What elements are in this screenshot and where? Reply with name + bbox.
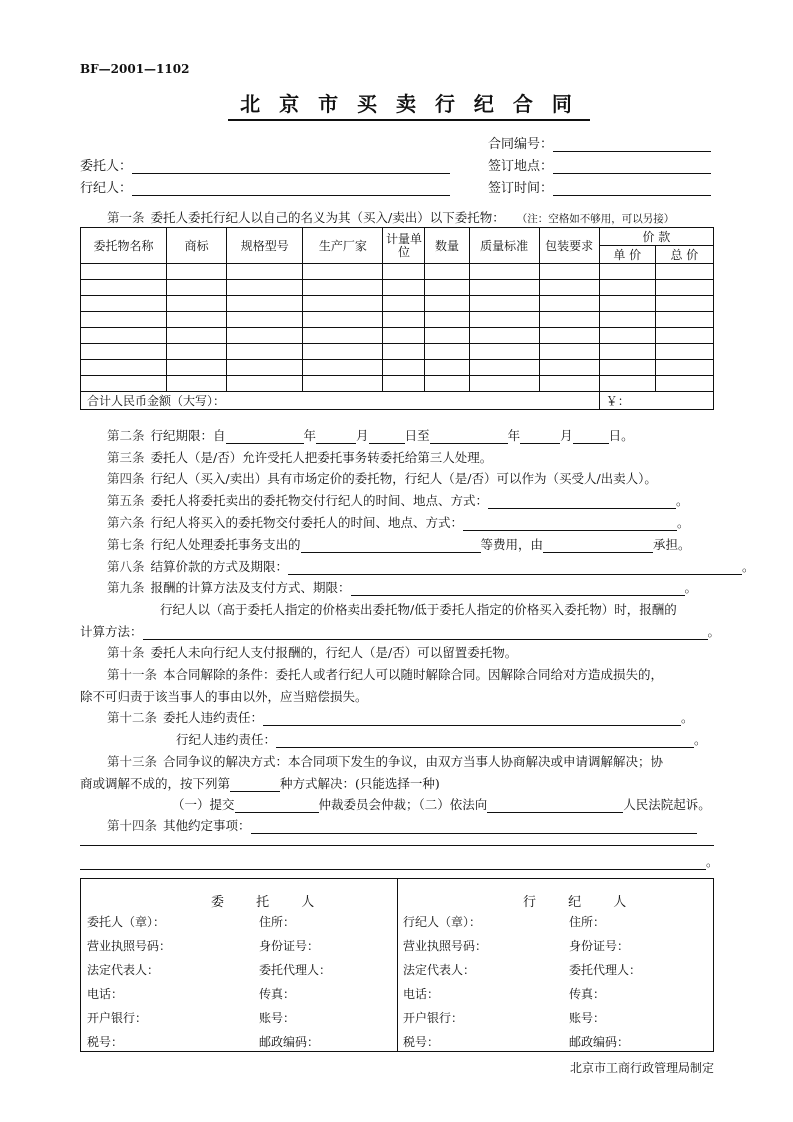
principal-field[interactable]	[80, 155, 450, 174]
clause-13-options	[172, 795, 711, 813]
table-cell[interactable]	[383, 344, 425, 360]
table-cell[interactable]	[425, 264, 469, 280]
table-cell[interactable]	[655, 312, 713, 328]
clause-11-text: 本合同解除的条件：委托人或者行纪人可以随时解除合同。因解除合同给对方造成损失的，	[163, 667, 664, 682]
clause-5-line[interactable]	[488, 494, 676, 509]
clause-9-method-line[interactable]	[143, 625, 708, 640]
table-cell[interactable]	[227, 360, 303, 376]
clause-8	[107, 557, 755, 575]
table-cell[interactable]	[425, 312, 469, 328]
clause-2-text-f: 月	[560, 428, 573, 443]
clause-12-broker-line[interactable]	[276, 733, 694, 748]
table-cell[interactable]	[469, 280, 539, 296]
clause-8-text: 结算价款的方式及期限：	[150, 559, 289, 574]
clause-11-cont-text: 除不可归责于该当事人的事由以外，应当赔偿损失。	[80, 689, 368, 704]
clause-14-extra-line-2-rule[interactable]	[80, 855, 706, 870]
signature-field-left-0[interactable]: 委托人（章）：	[87, 915, 166, 929]
col-price: 价 款	[599, 228, 713, 246]
principal-line[interactable]	[132, 173, 450, 174]
clause-9-number: 第九条	[107, 580, 145, 595]
signature-field-right2-3[interactable]: 传真：	[569, 987, 606, 1001]
contract-number-line[interactable]	[553, 151, 711, 152]
contract-number-label: 合同编号：	[488, 137, 554, 152]
clause-7	[107, 535, 691, 553]
table-cell[interactable]	[227, 376, 303, 392]
table-cell[interactable]	[469, 312, 539, 328]
table-cell[interactable]	[539, 360, 599, 376]
table-cell[interactable]	[469, 376, 539, 392]
clause-12-broker-text: 行纪人违约责任：	[176, 732, 277, 747]
clause-13-option-c: 人民法院起诉。	[623, 797, 711, 812]
table-cell[interactable]	[383, 360, 425, 376]
clause-4-number: 第四条	[107, 471, 145, 486]
signature-field-left-3[interactable]: 电话：	[87, 987, 124, 1001]
table-cell[interactable]	[655, 264, 713, 280]
table-cell[interactable]	[655, 344, 713, 360]
table-cell[interactable]	[227, 264, 303, 280]
clause-2-start-year[interactable]	[226, 429, 304, 444]
clause-13-option-b: 仲裁委员会仲裁；（二）依法向	[318, 797, 488, 812]
table-cell[interactable]	[599, 344, 655, 360]
clause-7-text-b: 等费用，由	[480, 537, 544, 552]
clause-10	[107, 643, 517, 661]
col-maker: 生产厂家	[303, 228, 383, 264]
signature-field-left-4[interactable]: 开户银行：	[87, 1011, 148, 1025]
table-cell[interactable]	[303, 360, 383, 376]
clause-7-fee-line[interactable]	[301, 538, 481, 553]
clause-4	[107, 469, 657, 487]
clause-11-cont	[80, 687, 368, 705]
clause-7-number: 第七条	[107, 537, 145, 552]
table-cell[interactable]	[469, 360, 539, 376]
signature-divider	[397, 879, 398, 1051]
table-row	[81, 328, 714, 344]
clause-8-period: 。	[742, 559, 755, 574]
clause-11	[107, 665, 663, 683]
clause-1-note: （注：空格如不够用，可以另接）	[516, 213, 675, 225]
table-cell[interactable]	[599, 360, 655, 376]
table-cell[interactable]	[81, 280, 167, 296]
clause-2-number: 第二条	[107, 428, 145, 443]
clause-2-end-year[interactable]	[430, 429, 508, 444]
principal-label: 委托人：	[80, 159, 133, 174]
total-amount-label: 合计人民币金额（大写）：	[81, 392, 600, 410]
clause-2-text-c: 月	[356, 428, 369, 443]
table-cell[interactable]	[227, 328, 303, 344]
signature-field-right2-0[interactable]: 住所：	[569, 915, 606, 929]
clause-5	[107, 491, 689, 509]
col-unit-price: 单 价	[599, 246, 655, 264]
clause-14-extra-line-2	[80, 852, 719, 870]
contract-number-field[interactable]	[488, 133, 711, 152]
clause-2-start-month[interactable]	[316, 429, 356, 444]
signature-field-left2-1[interactable]: 身份证号：	[259, 939, 320, 953]
table-cell[interactable]	[469, 296, 539, 312]
principal-heading: 委 托 人	[211, 895, 329, 910]
issuer-footer: 北京市工商行政管理局制定	[569, 1061, 714, 1075]
clause-12	[107, 708, 694, 726]
clause-3-number: 第三条	[107, 450, 145, 465]
clause-9	[107, 578, 697, 596]
table-cell[interactable]	[599, 280, 655, 296]
clause-2-text-g: 日。	[608, 428, 634, 443]
table-cell[interactable]	[81, 296, 167, 312]
broker-label: 行纪人：	[80, 181, 133, 196]
table-cell[interactable]	[469, 344, 539, 360]
clause-5-text: 委托人将委托卖出的委托物交付行纪人的时间、地点、方式：	[150, 493, 489, 508]
signature-field-right2-2[interactable]: 委托代理人：	[569, 963, 642, 977]
clause-9-method-period: 。	[707, 624, 721, 639]
table-cell[interactable]	[599, 312, 655, 328]
clause-7-text-a: 行纪人处理委托事务支出的	[150, 537, 301, 552]
broker-line[interactable]	[132, 195, 450, 196]
table-cell[interactable]	[227, 344, 303, 360]
table-cell[interactable]	[303, 328, 383, 344]
table-row	[81, 280, 714, 296]
table-cell[interactable]	[599, 376, 655, 392]
table-cell[interactable]	[81, 328, 167, 344]
clause-14	[107, 816, 697, 834]
clause-2-text-b: 年	[303, 428, 317, 443]
sign-place-field[interactable]	[488, 155, 711, 174]
clause-13	[107, 752, 663, 770]
clause-8-line[interactable]	[288, 560, 742, 575]
table-row	[81, 312, 714, 328]
clause-9-extra-text: 行纪人以（高于委托人指定的价格卖出委托物/低于委托人指定的价格买入委托物）时，报酬的	[160, 602, 677, 617]
table-cell[interactable]	[383, 328, 425, 344]
sign-time-line[interactable]	[553, 195, 711, 196]
clause-6	[107, 513, 690, 531]
table-cell[interactable]	[469, 264, 539, 280]
signature-field-right-5[interactable]: 税号：	[403, 1035, 440, 1049]
sign-time-label: 签订时间：	[488, 181, 554, 196]
signature-field-left-1[interactable]: 营业执照号码：	[87, 939, 172, 953]
clause-12-broker-period: 。	[694, 732, 707, 747]
clause-13-cont-a: 商或调解不成的，按下列第	[80, 776, 231, 791]
table-cell[interactable]	[227, 280, 303, 296]
table-total-row	[81, 392, 714, 410]
document-code: BF—2001—1102	[80, 62, 190, 76]
table-cell[interactable]	[167, 280, 227, 296]
table-cell[interactable]	[383, 264, 425, 280]
clause-1	[107, 208, 674, 226]
clause-14-number: 第十四条	[107, 818, 158, 833]
clause-13-option-a: （一）提交	[172, 797, 235, 812]
table-cell[interactable]	[167, 296, 227, 312]
clause-13-choice-line[interactable]	[230, 777, 280, 792]
table-cell[interactable]	[227, 296, 303, 312]
clause-4-text: 行纪人（买入/卖出）具有市场定价的委托物，行纪人（是/否）可以作为（买受人/出卖人）。	[150, 471, 657, 486]
table-cell[interactable]	[383, 312, 425, 328]
clause-14-text: 其他约定事项：	[163, 818, 251, 833]
sign-place-label: 签订地点：	[488, 159, 554, 174]
sign-place-line[interactable]	[553, 173, 711, 174]
clause-2-text-a: 行纪期限：自	[150, 428, 226, 443]
table-cell[interactable]	[425, 328, 469, 344]
clause-9-text: 报酬的计算方法及支付方式、期限：	[150, 580, 351, 595]
signature-field-left2-2[interactable]: 委托代理人：	[259, 963, 332, 977]
col-qty: 数量	[425, 228, 469, 264]
table-cell[interactable]	[539, 344, 599, 360]
clause-6-number: 第六条	[107, 515, 145, 530]
clause-2-text-d: 日至	[404, 428, 430, 443]
signature-field-right-3[interactable]: 电话：	[403, 987, 440, 1001]
clause-9-line[interactable]	[351, 581, 685, 596]
table-cell[interactable]	[539, 264, 599, 280]
clause-2-start-day[interactable]	[369, 429, 405, 444]
total-yen-label: ￥：	[599, 392, 713, 410]
table-cell[interactable]	[599, 296, 655, 312]
clause-13-number: 第十三条	[107, 754, 158, 769]
signature-block	[80, 878, 714, 1052]
clause-12-text: 委托人违约责任：	[163, 710, 264, 725]
table-cell[interactable]	[425, 360, 469, 376]
table-cell[interactable]	[167, 360, 227, 376]
table-cell[interactable]	[599, 328, 655, 344]
table-header-row	[81, 228, 714, 246]
table-cell[interactable]	[81, 312, 167, 328]
table-cell[interactable]	[383, 376, 425, 392]
clause-13-text: 合同争议的解决方式：本合同项下发生的争议，由双方当事人协商解决或申请调解解决；协	[163, 754, 664, 769]
table-cell[interactable]	[303, 264, 383, 280]
table-cell[interactable]	[539, 376, 599, 392]
clause-3-text: 委托人（是/否）允许受托人把委托事务转委托给第三人处理。	[150, 450, 493, 465]
clause-9-period: 。	[684, 580, 698, 595]
clause-9-extra	[160, 600, 677, 618]
clause-13-cont	[80, 774, 440, 792]
signature-field-right2-5[interactable]: 邮政编码：	[569, 1035, 630, 1049]
clause-2-text-e: 年	[507, 428, 521, 443]
table-cell[interactable]	[599, 264, 655, 280]
table-cell[interactable]	[303, 312, 383, 328]
table-cell[interactable]	[539, 296, 599, 312]
sign-time-field[interactable]	[488, 177, 711, 196]
table-cell[interactable]	[655, 360, 713, 376]
table-cell[interactable]	[81, 376, 167, 392]
table-cell[interactable]	[655, 328, 713, 344]
col-name: 委托物名称	[81, 228, 167, 264]
signature-field-right-2[interactable]: 法定代表人：	[403, 963, 476, 977]
col-spec: 规格型号	[227, 228, 303, 264]
clause-1-number: 第一条	[107, 210, 145, 225]
table-cell[interactable]	[469, 328, 539, 344]
signature-field-left-2[interactable]: 法定代表人：	[87, 963, 160, 977]
table-cell[interactable]	[425, 376, 469, 392]
clause-10-text: 委托人未向行纪人支付报酬的，行纪人（是/否）可以留置委托物。	[150, 645, 518, 660]
clause-5-number: 第五条	[107, 493, 145, 508]
signature-field-right-4[interactable]: 开户银行：	[403, 1011, 464, 1025]
table-cell[interactable]	[167, 328, 227, 344]
clause-3	[107, 448, 492, 466]
goods-table-body	[81, 264, 714, 392]
table-cell[interactable]	[303, 376, 383, 392]
table-cell[interactable]	[383, 280, 425, 296]
clause-14-extra-line-1[interactable]	[80, 845, 714, 846]
clause-12-broker	[176, 730, 707, 748]
table-cell[interactable]	[303, 296, 383, 312]
clause-6-period: 。	[677, 515, 690, 530]
table-cell[interactable]	[167, 312, 227, 328]
table-row	[81, 296, 714, 312]
col-quality: 质量标准	[469, 228, 539, 264]
signature-field-left2-3[interactable]: 传真：	[259, 987, 296, 1001]
clause-8-number: 第八条	[107, 559, 145, 574]
signature-field-right2-4[interactable]: 账号：	[569, 1011, 606, 1025]
signature-field-left2-5[interactable]: 邮政编码：	[259, 1035, 320, 1049]
clause-6-text: 行纪人将买入的委托物交付委托人的时间、地点、方式：	[150, 515, 464, 530]
table-row	[81, 344, 714, 360]
clause-6-line[interactable]	[463, 516, 677, 531]
table-cell[interactable]	[383, 296, 425, 312]
goods-table	[80, 227, 714, 410]
signature-field-right2-1[interactable]: 身份证号：	[569, 939, 630, 953]
table-cell[interactable]	[81, 344, 167, 360]
table-cell[interactable]	[81, 360, 167, 376]
table-cell[interactable]	[539, 280, 599, 296]
table-cell[interactable]	[655, 296, 713, 312]
clause-11-number: 第十一条	[107, 667, 158, 682]
clause-2	[107, 426, 634, 444]
table-cell[interactable]	[655, 280, 713, 296]
clause-14-line[interactable]	[251, 819, 697, 834]
clause-12-number: 第十二条	[107, 710, 158, 725]
clause-1-text: 委托人委托行纪人以自己的名义为其（买入/卖出）以下委托物：	[150, 210, 505, 225]
table-cell[interactable]	[167, 344, 227, 360]
clause-14-period: 。	[706, 854, 719, 869]
col-brand: 商标	[167, 228, 227, 264]
col-unit: 计量单位	[383, 228, 425, 264]
clause-10-number: 第十条	[107, 645, 145, 660]
signature-field-right-0[interactable]: 行纪人（章）：	[403, 915, 482, 929]
table-cell[interactable]	[81, 264, 167, 280]
broker-field[interactable]	[80, 177, 450, 196]
clause-13-arbitration-line[interactable]	[235, 798, 319, 813]
table-cell[interactable]	[425, 296, 469, 312]
table-cell[interactable]	[539, 328, 599, 344]
table-cell[interactable]	[227, 312, 303, 328]
signature-field-right-1[interactable]: 营业执照号码：	[403, 939, 488, 953]
table-row	[81, 360, 714, 376]
table-cell[interactable]	[539, 312, 599, 328]
table-cell[interactable]	[303, 280, 383, 296]
clause-13-court-line[interactable]	[487, 798, 623, 813]
signature-field-left2-4[interactable]: 账号：	[259, 1011, 296, 1025]
clause-2-end-day[interactable]	[573, 429, 609, 444]
clause-5-period: 。	[676, 493, 689, 508]
clause-2-end-month[interactable]	[520, 429, 560, 444]
table-cell[interactable]	[167, 376, 227, 392]
clause-12-line[interactable]	[263, 711, 681, 726]
clause-7-text-c: 承担。	[653, 537, 691, 552]
signature-field-left2-0[interactable]: 住所：	[259, 915, 296, 929]
clause-13-cont-b: 种方式解决：(只能选择一种)	[280, 776, 440, 791]
clause-12-period: 。	[681, 710, 694, 725]
page-title: 北 京 市 买 卖 行 纪 合 同	[228, 88, 590, 121]
clause-9-method	[80, 622, 720, 640]
table-row	[81, 376, 714, 392]
table-cell[interactable]	[425, 280, 469, 296]
table-cell[interactable]	[303, 344, 383, 360]
table-row	[81, 264, 714, 280]
clause-7-party-line[interactable]	[543, 538, 653, 553]
signature-field-left-5[interactable]: 税号：	[87, 1035, 124, 1049]
table-cell[interactable]	[655, 376, 713, 392]
broker-heading: 行 纪 人	[523, 895, 641, 910]
col-total-price: 总 价	[655, 246, 713, 264]
clause-9-method-label: 计算方法：	[80, 624, 143, 639]
table-cell[interactable]	[167, 264, 227, 280]
table-cell[interactable]	[425, 344, 469, 360]
col-packing: 包装要求	[539, 228, 599, 264]
